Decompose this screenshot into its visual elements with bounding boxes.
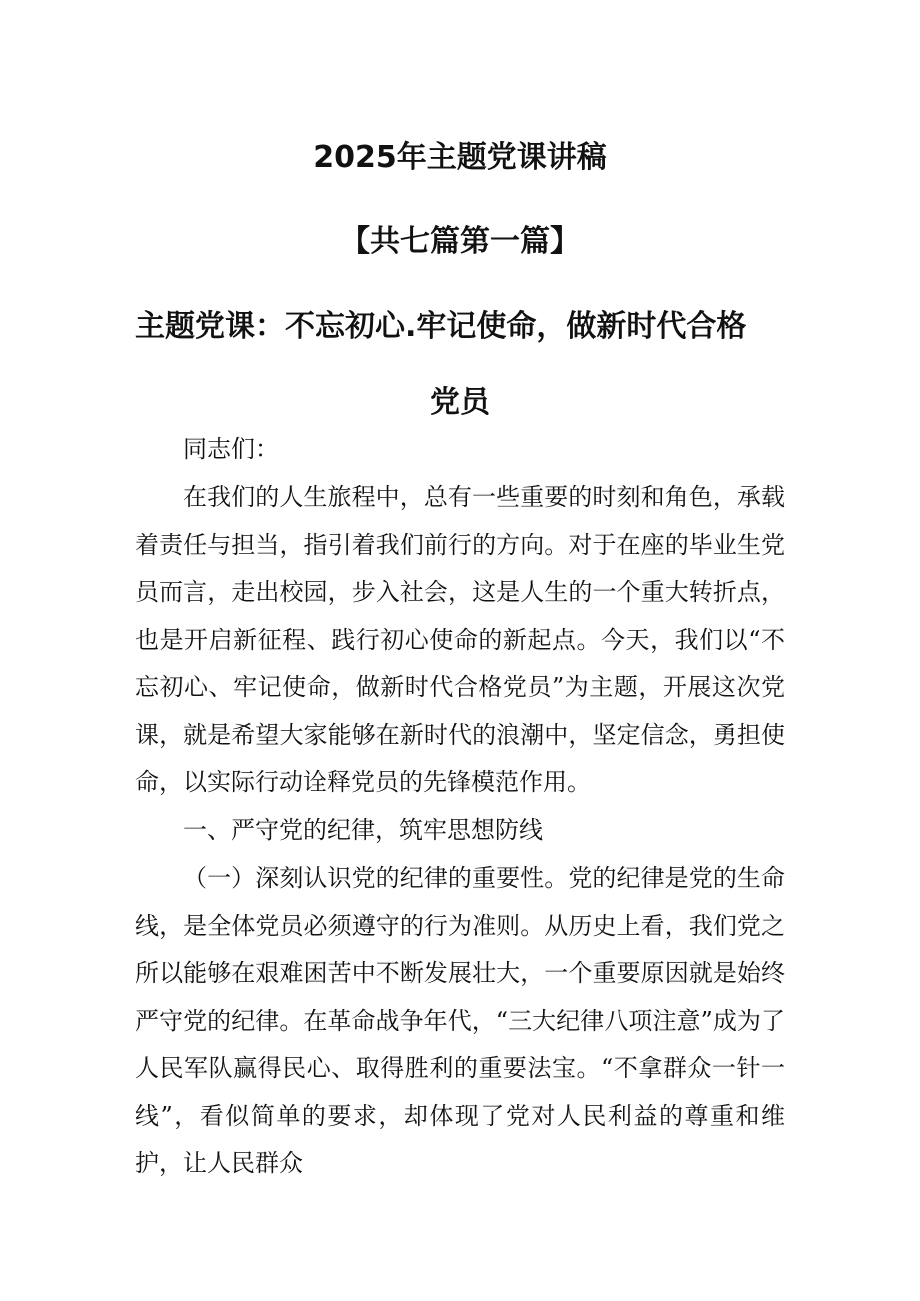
body-paragraph-1: 在我们的人生旅程中，总有一些重要的时刻和角色，承载着责任与担当，指引着我们前行的方向。对于在座的毕业生党员而言，走出校园，步入社会，这是人生的一个重大转折点，也是开启新征程、践行初心使命的新起点。今天，我们以“不忘初心、牢记使命，做新时代合格党员”为主题，开展这次党课，就是希望大家能够在新时代的浪潮中，坚定信念，勇担使命，以实际行动诠释党员的先锋模范作用。 xyxy=(135,483,785,796)
greeting-line: 同志们： xyxy=(183,435,279,463)
body-paragraph-2: （一）深刻认识党的纪律的重要性。党的纪律是党的生命线，是全体党员必须遵守的行为准则。从历史上看，我们党之所以能够在艰难困苦中不断发展壮大，一个重要原因就是始终严守党的纪律。在革命战争年代，“三大纪律八项注意”成为了人民军队赢得民心、取得胜利的重要法宝。“不拿群众一针一线”，看似简单的要求，却体现了党对人民利益的尊重和维护，让人民群众 xyxy=(135,864,785,1177)
lecture-heading-line-1: 主题党课：不忘初心.牢记使命，做新时代合格 xyxy=(135,309,747,344)
section-heading-1: 一、严守党的纪律，筑牢思想防线 xyxy=(183,816,543,844)
document-subtitle: 【共七篇第一篇】 xyxy=(340,224,580,259)
document-title: 2025年主题党课讲稿 xyxy=(313,140,607,175)
lecture-heading-line-2: 党员 xyxy=(430,385,490,420)
